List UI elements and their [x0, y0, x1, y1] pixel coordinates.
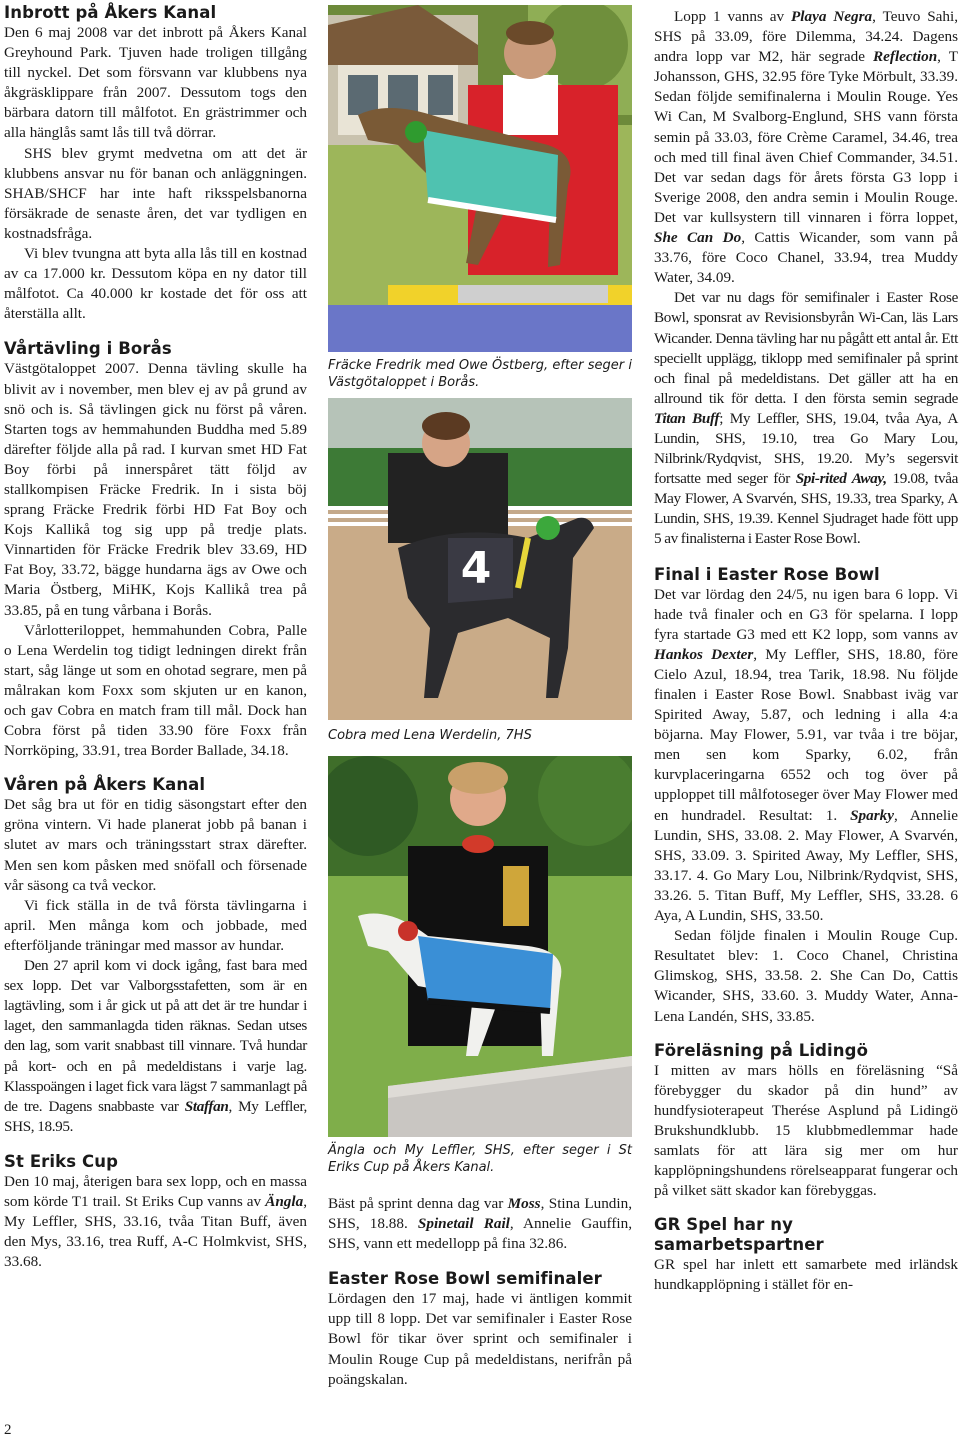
paragraph: I mitten av mars hölls en föreläsning “Så förebygger du skador på din hund” av hundfysioterapeut Therése Asplund på Lidingö Brukshundklubb. 15 klubbmedlemmar hade samlats för att lära sig mer om hur kapplöpningshundens rörelseapparat fungerar och på vilket sätt skador kan förebyggas. [654, 1061, 958, 1200]
paragraph: Den 6 maj 2008 var det inbrott på Åkers Kanal Greyhound Park. Tjuven hade troligen tillgång till nyckel. Det som försvann var klubbens nya åkgräsklippare från 2007. Dessutom togs den bärbara datorn till målfotot. En grästrimmer och alla hänglås samt lås till två dörrar. [4, 24, 307, 142]
photo-angla [328, 756, 632, 1137]
paragraph [4, 956, 307, 1137]
text-run: Bäst på sprint denna dag var [328, 1195, 508, 1212]
heading-semifinaler: Easter Rose Bowl semifinaler [328, 1269, 602, 1289]
dog-name: Spinetail Rail [417, 1215, 510, 1233]
text-run: , Annelie Lundin, SHS, 33.08. 2. May Flower, A Svarvén, SHS, 33.09. 3. Spirited Away, My Leffler, SHS, 33.17. 4. Go Mary Lou, Nilbrink/Rydqvist, SHS, 33.26. 5. Titan Buff, My Leffler, SHS, 33.28. 6 Aya, A Lundin, SHS, 33.50. [654, 806, 958, 925]
paragraph: Vi fick ställa in de två första tävlingarna i april. Men många kom och jobbade, med efterföljande träningar med massor av hundar. [4, 896, 307, 954]
photo-number-label: 4 [460, 543, 492, 594]
photo-cobra [328, 398, 632, 720]
photo-angla-image [328, 756, 632, 1137]
text-run: , Stina Lundin, SHS, 18.88. [328, 1195, 632, 1233]
paragraph: Sedan följde finalen i Moulin Rouge Cup. Resultatet blev: 1. Coco Chanel, Christina Glimskog, SHS, 33.58. 2. She Can Do, Cattis Wicander, SHS, 33.60. 3. Muddy Water, Anna-Lena Landén, SHS, 33.85. [654, 927, 958, 1025]
text-run: , My Leffler, SHS, 18.95. [4, 1097, 307, 1135]
heading-forelasning: Föreläsning på Lidingö [654, 1040, 869, 1060]
dog-name: Playa Negra [791, 8, 873, 25]
paragraph: Det såg bra ut för en tidig säsongstart efter den gröna vintern. Vi hade planerat jobb på banan i slutet av mars och träningsstart strax därefter. Men sen kom påsken med snöfall och försenade vår säsong ca två veckor. [4, 796, 307, 894]
text-run: , My Leffler, SHS, 33.16, tvåa Titan Buff, även den Mys, 33.16, trea Ruff, A-C Holmkvist, SHS, 33.68. [4, 1192, 307, 1271]
photo-fracke-fredrik [328, 5, 632, 352]
photo-cobra-image [328, 398, 632, 720]
paragraph: Västgötaloppet 2007. Denna tävling skulle ha blivit av i november, men blev ej av på grund av snö och is. Så tävlingen gick nu först på våren. Starten togs av hemmahunden Buddha med 5.89 därefter följde alla på rad. I kurvan smet HD Fat Boy förbi på innerspåret tätt följd av stallkompisen Fräcke Fredrik. In i sista böj sprang Fräcke Fredrik förbi HD Fat Boy och Kojs Kallikå tog sig upp på tredje plats. Vinnartiden för Fräcke Fredrik blev 33.69, HD Fat Boy, 33.72, bägge hundarna ägs av Owe och Maria Östberg, MiHK, Kojs Kallikå trea på 33.85, på en tung vårbana i Borås. [4, 360, 307, 619]
paragraph: Lördagen den 17 maj, hade vi äntligen kommit upp till 8 lopp. Det var semifinaler i Easter Rose Bowl för tikar över sprint och semifinaler i Moulin Rouge Cup på medeldistans, nerifrån på poängskalan. [328, 1290, 632, 1388]
dog-name: Spi-rited Away, [795, 470, 887, 488]
text-run: Den 10 maj, återigen bara sex lopp, och en massa som körde T1 trail. St Eriks Cup vanns av [4, 1172, 307, 1210]
photo-fracke-fredrik-image [328, 5, 632, 352]
dog-name: Hankos Dexter [654, 645, 754, 663]
text-run: Lopp 1 vanns av [674, 8, 792, 25]
heading-final: Final i Easter Rose Bowl [654, 564, 880, 584]
dog-name: Titan Buff [654, 409, 720, 427]
heading-varen: Våren på Åkers Kanal [4, 775, 206, 795]
text-run: ; My Leffler, SHS, 19.04, tvåa Aya, A Lundin, SHS, 19.10, trea Go Mary Lou, Nilbrink/Rydqvist, SHS, 19.20. My’s segersvit fortsatte med seger för [654, 409, 958, 488]
paragraph: SHS blev grymt medvetna om att det är klubbens ansvar nu för banan och anläggningen. SHAB/SHCF har inte haft riksspelsbanorna försäkrade de senaste åren, det var tydligen en kostnadsfråga. [4, 144, 307, 242]
column-right [654, 0, 958, 1295]
dog-name: Ängla [265, 1192, 304, 1210]
paragraph [328, 1194, 632, 1254]
dog-name: Reflection [873, 48, 938, 66]
text-run: , My Leffler, SHS, 18.80, före Cielo Azul, 18.94, trea Tarik, 18.98. Nu följde finalen i Easter Rose Bowl. Snabbast iväg var Spirited Away, 5.87, och ledning i alla 4:a böjarna. May Flower, 5.91, var tvåa i tre böjar, men sen kom Sparky, 6.02, från kurvplaceringarna 6552 och tog över på upploppet till målfotoseger över May Flower med en hundradel. Resultat: 1. [654, 645, 958, 824]
paragraph [654, 585, 958, 927]
text-run: , T Johansson, GHS, 32.95 före Tyke Mörbult, 33.39. Sedan följde semifinalerna i Moulin Rouge. Yes Wi Can, M Svalborg-Englund, SHS vann första semin på 33.03, före Crème Caramel, 34.46, trea och med till final även Chief Commander, 34.51. Det var sedan dags för årets första G3 lopp i Sverige 2008, den andra semin i Moulin Rouge. Det var kullsystern till vinnaren i förra loppet, [654, 48, 958, 226]
heading-gr-spel: GR Spel har ny samarbetspartner [654, 1215, 824, 1255]
caption-photo-2: Cobra med Lena Werdelin, 7HS [328, 728, 532, 743]
text-run: Det var nu dags för semifinaler i Easter Rose Bowl, sponsrat av Revisionsbyrån Wi-Can, läs Lars Wicander. Denna tävling har nu pågått ett antal år. Ett speciellt upplägg, tiklopp med semifinaler på sprint och final på medeldistans. Det gäller att ha en allround tik för detta. I den första semin segrade [654, 289, 958, 407]
paragraph: GR spel har inlett ett samarbete med irländsk hundkapplöpning i stället för en- [654, 1256, 958, 1294]
paragraph [4, 1172, 307, 1272]
dog-name: Staffan [184, 1097, 229, 1115]
page-number: 2 [4, 1422, 12, 1438]
text-run: , Cattis Wicander, som vann på 33.76, före Coco Chanel, 33.94, trea Muddy Water, 34.09. [654, 229, 958, 287]
caption-photo-3: Ängla och My Leffler, SHS, efter seger i St Eriks Cup på Åkers Kanal. [328, 1143, 632, 1175]
text-run: , Teuvo Sahi, SHS på 33.09, före Dilemma, 34.24. Dagens andra lopp var M2, här segrade [654, 8, 959, 66]
text-run: 19.08, tvåa May Flower, A Svarvén, SHS, 19.33, trea Sparky, A Lundin, SHS, 19.39. Kennel Sjudraget hade fött upp 5 av finalisterna i Easter Rose Bowl. [654, 470, 958, 548]
dog-name: Sparky [850, 806, 894, 824]
dog-name: She Can Do [654, 229, 742, 247]
text-run: Det var lördag den 24/5, nu igen bara 6 lopp. Vi hade två finaler och en G3 för spelarna. I lopp fyra startade G3 med ett K2 lopp, som vanns av [654, 585, 958, 643]
text-run: Den 27 april kom vi dock igång, fast bara med sex lopp. Det var Valborgsstafetten, som är en lagtävling, som i år gick ut på att det är tre hundar i laget, den sammanlagda tiden räknas. Sedan utses den lag, som varit snabbast till vinnare. Två hundar på kort- och en på medeldistans i varje lag. Klasspoängen i laget fick vara lägst 7 sammanlagt på de tre. Dagens snabbaste var [4, 957, 307, 1115]
paragraph [654, 288, 958, 549]
heading-inbrott: Inbrott på Åkers Kanal [4, 3, 217, 22]
heading-st-eriks-cup: St Eriks Cup [4, 1151, 118, 1171]
paragraph: Vi blev tvungna att byta alla lås till en kostnad av ca 17.000 kr. Dessutom köpa en ny dator till målfotot. Ca 40.000 kr kostade det för oss att återställa allt. [4, 245, 307, 323]
heading-vartavling: Vårtävling i Borås [4, 339, 172, 359]
paragraph: Vårlotteriloppet, hemmahunden Cobra, Palle o Lena Werdelin tog tidigt ledningen direkt från start, såg länge ut som en ohotad segrare, men på målrakan kom Foxx som skjuten ur en kanon, och gav Cobra en match fram till mål. Dock han Cobra först på tiden 33.90 före Foxx från Norrköping, 33.91, trea Border Ballade, 34.18. [4, 621, 307, 760]
dog-name: Moss [507, 1195, 541, 1212]
text-run: , Annelie Gauffin, SHS, vann ett medellopp på fina 32.86. [328, 1215, 632, 1253]
paragraph [654, 7, 958, 288]
caption-photo-1: Fräcke Fredrik med Owe Östberg, efter seger i Västgötaloppet i Borås. [328, 358, 632, 390]
text-block-middle [328, 1194, 632, 1390]
column-left [4, 0, 307, 1272]
